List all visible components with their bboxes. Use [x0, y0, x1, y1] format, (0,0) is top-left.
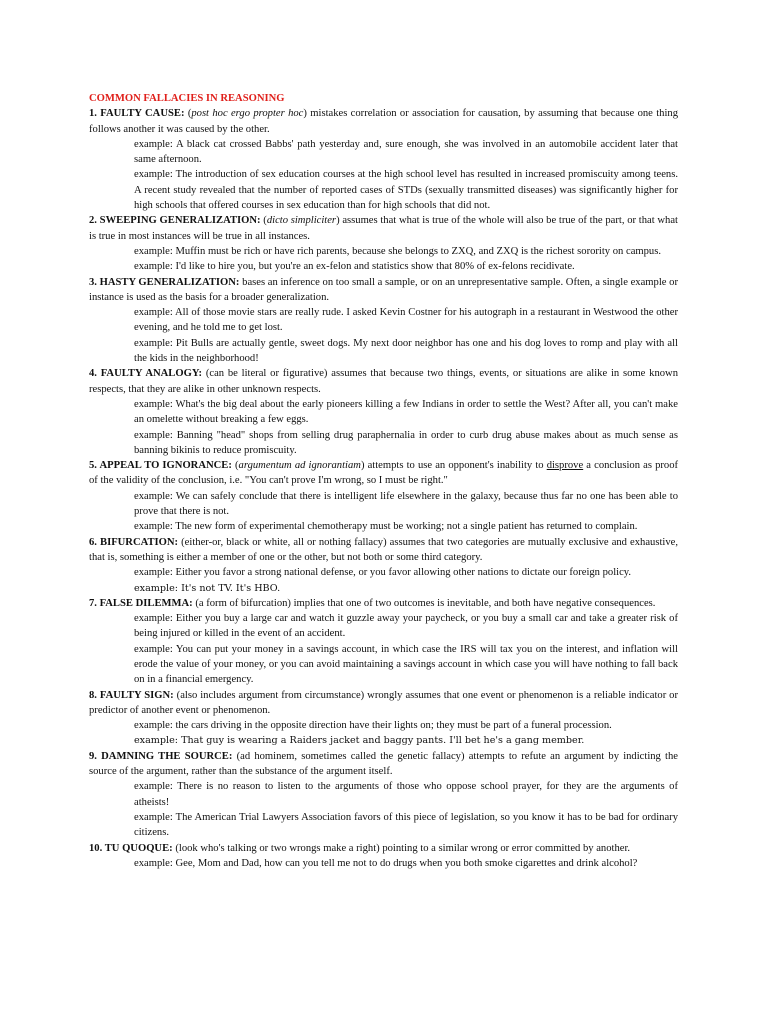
example-text: example: The new form of experimental chemotherapy must be working; not a single patient has returned to complain. — [134, 521, 638, 533]
fallacy-definition: 4. FAULTY ANALOGY: (can be literal or figurative) assumes that because two things, events, or situations are alike in some known respects, that they are alike in other unknown respects. — [89, 368, 678, 395]
example-text: example: Pit Bulls are actually gentle, sweet dogs. My next door neighbor has one and his dog loves to romp and play with all the kids in the neighborhood! — [134, 337, 678, 365]
fallacy-definition: 10. TU QUOQUE: (look who's talking or two wrongs make a right) pointing to a similar wrong or error committed by another. — [89, 842, 631, 854]
latin-term: post hoc ergo propter hoc — [191, 108, 304, 120]
fallacy-heading: 9. DAMNING THE SOURCE: — [89, 750, 233, 762]
fallacy-definition: 9. DAMNING THE SOURCE: (ad hominem, sometimes called the genetic fallacy) attempts to refute an argument by indicting the source of the argument, rather than the substance of the argument itself. — [89, 750, 679, 778]
example-text: example: You can put your money in a savings account, in which case the IRS will tax you on the interest, and inflation will erode the value of your money, or you can avoid maintaining a savings account in which case you will have nothing to fall back on in a financial emergency. — [134, 643, 678, 686]
example-text: example: A black cat crossed Babbs' path yesterday and, sure enough, she was involved in an automobile accident later that same afternoon. — [134, 138, 678, 166]
page-title: COMMON FALLACIES IN REASONING — [89, 93, 285, 104]
example-text: example: Muffin must be rich or have rich parents, because she belongs to ZXQ, and ZXQ is the richest sorority on campus. — [134, 245, 662, 257]
fallacy-heading: 6. BIFURCATION: — [89, 536, 179, 548]
fallacy-definition: 8. FAULTY SIGN: (also includes argument from circumstance) wrongly assumes that one event or phenomenon is a reliable indicator or predictor of another event or phenomenon. — [89, 689, 678, 716]
example-text: example: Banning "head" shops from selling drug paraphernalia in order to curb drug abuse makes about as much sense as banning bikinis to reduce promiscuity. — [134, 429, 678, 456]
handwritten-example: example: That guy is wearing a Raiders jacket and baggy pants. I'll bet he's a gang member. — [134, 735, 585, 747]
fallacy-definition: 1. FAULTY CAUSE: (post hoc ergo propter hoc) mistakes correlation or association for causation, by assuming that because one thing follows another it was caused by the other. — [89, 108, 678, 135]
fallacy-definition: 6. BIFURCATION: (either-or, black or white, all or nothing fallacy) assumes that two categories are mutually exclusive and exhaustive, that is, something is either a member of one or the other, but not both or some third category. — [89, 536, 678, 563]
example-text: example: All of those movie stars are really rude. I asked Kevin Costner for his autograph in a restaurant in Westwood the other evening, and he told me to get lost. — [134, 307, 678, 334]
handwritten-example: example: It's not TV. It's HBO. — [134, 582, 281, 594]
example-text: example: Gee, Mom and Dad, how can you tell me not to do drugs when you both smoke cigarettes and drink alcohol? — [134, 857, 638, 869]
example-text: example: the cars driving in the opposite direction have their lights on; they must be part of a funeral procession. — [134, 720, 612, 732]
underlined-term: disprove — [546, 460, 584, 472]
example-text: example: Either you buy a large car and watch it guzzle away your paycheck, or you buy a small car and take a greater risk of being injured or killed in the event of an accident. — [134, 613, 678, 640]
fallacy-definition: 7. FALSE DILEMMA: (a form of bifurcation) implies that one of two outcomes is inevitable, and both have negative consequences. — [89, 597, 656, 609]
fallacy-definition: 2. SWEEPING GENERALIZATION: (dicto simpliciter) assumes that what is true of the whole will also be true of the part, or that what is true in most instances will be true in all instances. — [89, 215, 678, 242]
fallacy-heading: 1. FAULTY CAUSE: — [89, 108, 185, 120]
fallacy-definition: 3. HASTY GENERALIZATION: bases an inference on too small a sample, or on an unrepresentative sample. Often, a single example or instance is used as the basis for a broader generalization. — [89, 276, 678, 303]
example-text: example: The introduction of sex education courses at the high school level has resulted in increased promiscuity among teens. A recent study revealed that the number of reported cases of STDs (sexually transmitted diseases) was significantly higher for high schools that offered courses in sex education than for high schools that did not. — [134, 169, 678, 212]
fallacy-heading: 4. FAULTY ANALOGY: — [89, 368, 203, 380]
document-page — [89, 91, 678, 871]
example-text: example: There is no reason to listen to the arguments of those who oppose school prayer, for they are the arguments of atheists! — [134, 781, 678, 808]
fallacy-heading: 5. APPEAL TO IGNORANCE: — [89, 460, 232, 472]
example-text: example: What's the big deal about the early pioneers killing a few Indians in order to settle the West? After all, you can't make an omelette without breaking a few eggs. — [134, 398, 678, 426]
example-text: example: The American Trial Lawyers Association favors of this piece of legislation, so you know it has to be bad for ordinary citizens. — [134, 811, 678, 839]
latin-term: argumentum ad ignorantiam — [238, 460, 361, 472]
fallacy-heading: 8. FAULTY SIGN: — [89, 689, 174, 701]
example-text: example: We can safely conclude that there is intelligent life elsewhere in the galaxy, because thus far no one has been able to prove that there is not. — [134, 490, 678, 518]
fallacy-heading: 10. TU QUOQUE: — [89, 842, 173, 854]
fallacy-heading: 2. SWEEPING GENERALIZATION: — [89, 215, 261, 227]
fallacy-heading: 7. FALSE DILEMMA: — [89, 597, 193, 609]
fallacy-definition: 5. APPEAL TO IGNORANCE: (argumentum ad ignorantiam) attempts to use an opponent's inability to disprove a conclusion as proof of the validity of the conclusion, i.e. "You can't prove I'm wrong, so I must be right." — [89, 460, 679, 487]
latin-term: dicto simpliciter — [266, 215, 337, 227]
example-text: example: Either you favor a strong national defense, or you favor allowing other nations to dictate our foreign policy. — [134, 567, 632, 579]
example-text: example: I'd like to hire you, but you're an ex-felon and statistics show that 80% of ex-felons recidivate. — [134, 261, 575, 273]
fallacy-heading: 3. HASTY GENERALIZATION: — [89, 276, 240, 288]
